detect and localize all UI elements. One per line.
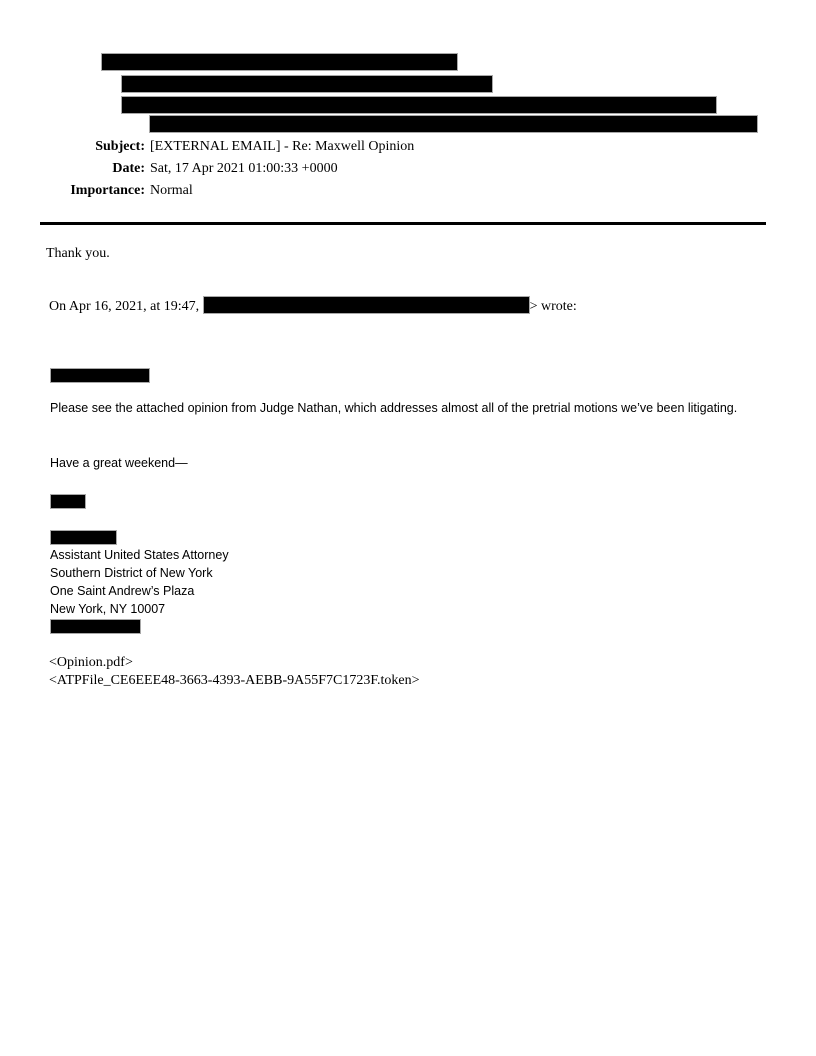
header-field-date [40, 159, 760, 178]
signature-phone-redaction-bar [50, 619, 141, 634]
date-value: Sat, 17 Apr 2021 01:00:33 +0000 [150, 161, 338, 176]
header-field-importance [40, 181, 760, 200]
header-redaction-bar-4 [149, 115, 758, 133]
date-label: Date: [112, 161, 145, 176]
header-field-subject [40, 137, 760, 156]
importance-value: Normal [150, 183, 193, 198]
reply-text: Thank you. [46, 246, 110, 261]
signature-name-redaction-bar [50, 530, 117, 545]
attachment-opinion-pdf: <Opinion.pdf> [49, 655, 133, 670]
signature-city: New York, NY 10007 [50, 602, 166, 616]
closing-line: Have a great weekend— [50, 456, 188, 470]
header-redaction-bar-2 [121, 75, 493, 93]
signature-address: One Saint Andrew’s Plaza [50, 584, 195, 598]
signature-district: Southern District of New York [50, 566, 213, 580]
signature-title: Assistant United States Attorney [50, 548, 229, 562]
subject-label: Subject: [95, 139, 145, 154]
greeting-redaction-bar [50, 368, 150, 383]
signature-block [50, 546, 229, 618]
attachments-block [49, 654, 420, 690]
quote-intro-line [49, 296, 577, 316]
quote-intro-prefix: On Apr 16, 2021, at 19:47, [49, 299, 203, 314]
attachment-atp-token: <ATPFile_CE6EEE48-3663-4393-AEBB-9A55F7C1723F.token> [49, 673, 420, 688]
header-divider-rule [40, 222, 766, 225]
quote-intro-suffix: > wrote: [529, 299, 577, 314]
body-paragraph: Please see the attached opinion from Judge Nathan, which addresses almost all of the pretrial motions we’ve been litigating. [50, 401, 738, 415]
signoff-name-redaction-bar [50, 494, 86, 509]
header-redaction-bar-1 [101, 53, 458, 71]
importance-label: Importance: [70, 183, 145, 198]
sender-address-redaction-bar [203, 296, 530, 314]
header-redaction-bar-3 [121, 96, 717, 114]
subject-value: [EXTERNAL EMAIL] - Re: Maxwell Opinion [150, 139, 415, 154]
